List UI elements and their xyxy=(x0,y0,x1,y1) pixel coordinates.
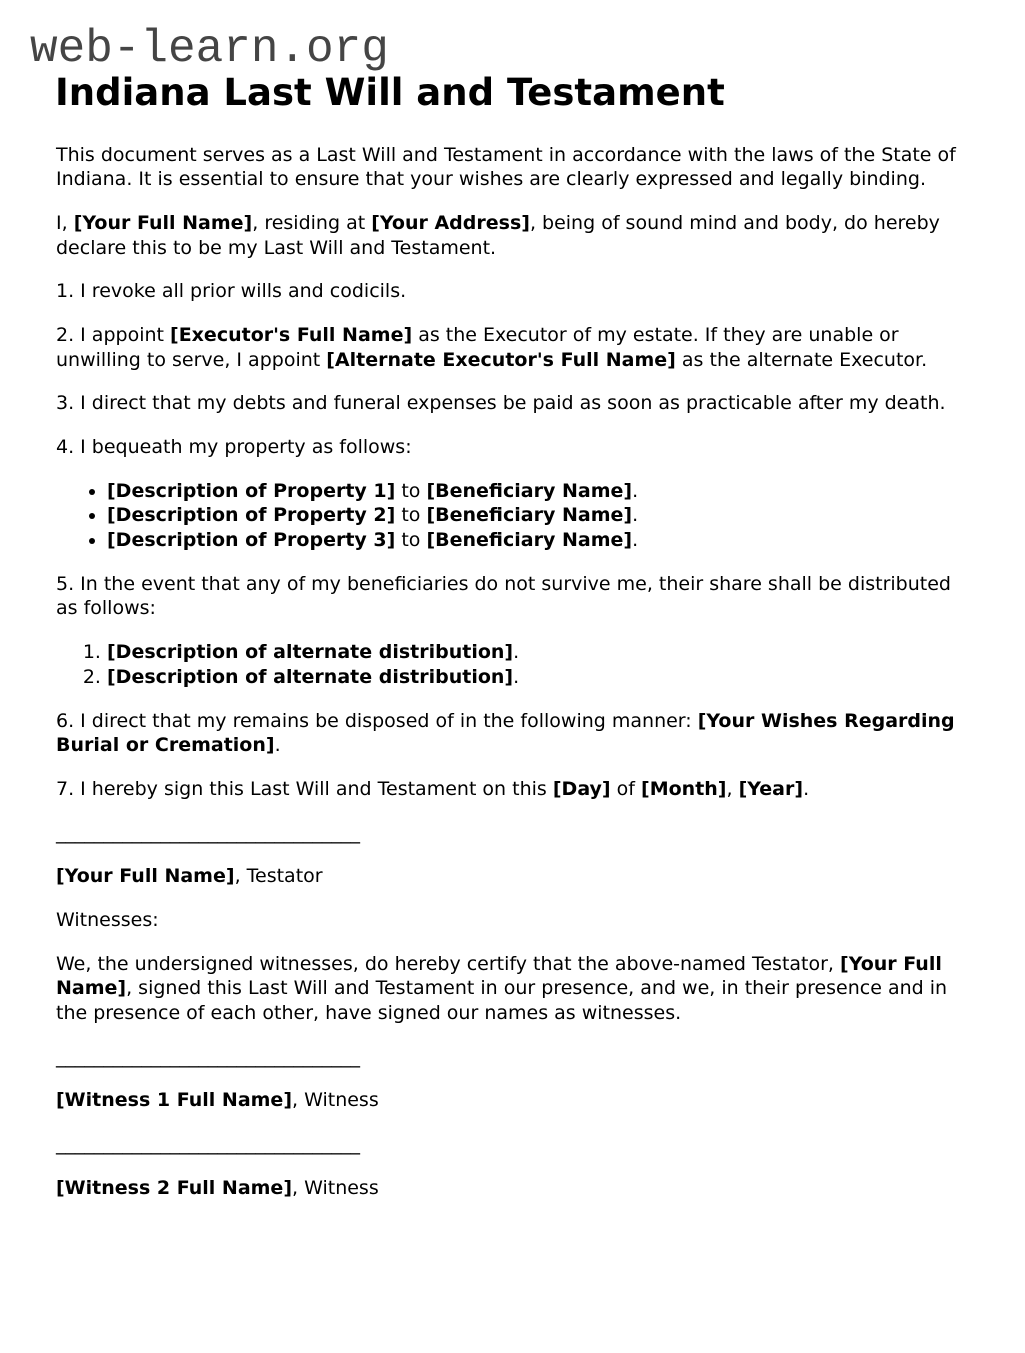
testator-name-line xyxy=(56,864,968,889)
text-segment: . xyxy=(803,777,810,800)
text-segment: as the Executor of my estate. If they are unable or unwilling to serve, I appoint xyxy=(56,323,899,371)
placeholder-day: [Day] xyxy=(552,777,611,800)
alternate-distribution-item xyxy=(107,665,968,690)
bequest-item xyxy=(107,479,968,504)
attestation-paragraph xyxy=(56,952,968,1026)
witness-2-name-line xyxy=(56,1176,968,1201)
text-segment: . xyxy=(632,479,639,502)
text-segment: , Witness xyxy=(292,1176,379,1199)
placeholder-your-full-name: [Your Full Name] xyxy=(56,952,942,1000)
alternate-distribution-item xyxy=(107,640,968,665)
placeholder-alternate-distribution: [Description of alternate distribution] xyxy=(107,641,514,664)
placeholder-alternate-executor-name: [Alternate Executor's Full Name] xyxy=(326,348,676,371)
text-segment: , Testator xyxy=(234,865,323,888)
text-segment: . xyxy=(632,504,639,527)
text-segment: I, xyxy=(56,211,74,234)
clause-2-executor xyxy=(56,323,968,372)
placeholder-beneficiary-name: [Beneficiary Name] xyxy=(426,529,633,552)
placeholder-beneficiary-name: [Beneficiary Name] xyxy=(426,504,633,527)
text-segment: to xyxy=(395,529,427,552)
signature-line-witness-1: ________________________________ xyxy=(56,1045,360,1068)
text-segment: , signed this Last Will and Testament in our presence, and we, in their presence and in the presence of each other, have signed our names as witnesses. xyxy=(56,977,948,1025)
clause-5-survivorship: 5. In the event that any of my beneficiaries do not survive me, their share shall be distributed as follows: xyxy=(56,572,951,620)
page xyxy=(0,23,1025,1353)
page-title: Indiana Last Will and Testament xyxy=(55,71,725,114)
text-segment: 7. I hereby sign this Last Will and Testament on this xyxy=(56,777,553,800)
clause-4-bequests-intro: 4. I bequeath my property as follows: xyxy=(56,436,412,459)
text-segment: . xyxy=(632,529,639,552)
witness-1-name-line xyxy=(56,1088,968,1113)
bequest-list xyxy=(56,479,968,553)
placeholder-witness-1-name: [Witness 1 Full Name] xyxy=(56,1089,293,1112)
placeholder-your-address: [Your Address] xyxy=(371,211,530,234)
text-segment: to xyxy=(395,504,427,527)
placeholder-property-description: [Description of Property 1] xyxy=(107,479,396,502)
text-segment: 2. I appoint xyxy=(56,323,171,346)
text-segment: . xyxy=(513,641,520,664)
alternate-distribution-list xyxy=(56,640,968,689)
text-segment: , residing at xyxy=(252,211,372,234)
signature-line-witness-2: ________________________________ xyxy=(56,1133,360,1156)
placeholder-beneficiary-name: [Beneficiary Name] xyxy=(426,479,633,502)
clause-7-signing xyxy=(56,777,968,802)
placeholder-year: [Year] xyxy=(738,777,804,800)
text-segment: , being of sound mind and body, do hereby declare this to be my Last Will and Testament. xyxy=(56,211,940,259)
text-segment: We, the undersigned witnesses, do hereby certify that the above-named Testator, xyxy=(56,952,841,975)
text-segment: 6. I direct that my remains be disposed of in the following manner: xyxy=(56,709,698,732)
bequest-item xyxy=(107,528,968,553)
bequest-item xyxy=(107,503,968,528)
will-document xyxy=(56,143,968,1201)
clause-3-debts: 3. I direct that my debts and funeral expenses be paid as soon as practicable after my death. xyxy=(56,392,946,415)
declaration-paragraph xyxy=(56,211,968,260)
placeholder-property-description: [Description of Property 3] xyxy=(107,529,396,552)
intro-paragraph: This document serves as a Last Will and Testament in accordance with the laws of the State of Indiana. It is essential to ensure that your wishes are clearly expressed and legally binding. xyxy=(56,143,956,191)
text-segment: . xyxy=(274,734,281,757)
placeholder-property-description: [Description of Property 2] xyxy=(107,504,396,527)
text-segment: to xyxy=(395,479,427,502)
placeholder-month: [Month] xyxy=(641,777,727,800)
text-segment: . xyxy=(513,665,520,688)
clause-6-remains xyxy=(56,709,968,758)
clause-1-revocation: 1. I revoke all prior wills and codicils. xyxy=(56,280,407,303)
witnesses-label: Witnesses: xyxy=(56,908,159,931)
placeholder-your-full-name: [Your Full Name] xyxy=(56,865,235,888)
signature-line-testator: ________________________________ xyxy=(56,821,360,844)
text-segment: of xyxy=(610,777,642,800)
placeholder-burial-wishes: [Your Wishes Regarding Burial or Cremation] xyxy=(56,709,955,757)
placeholder-witness-2-name: [Witness 2 Full Name] xyxy=(56,1176,293,1199)
placeholder-alternate-distribution: [Description of alternate distribution] xyxy=(107,665,514,688)
text-segment: as the alternate Executor. xyxy=(675,348,928,371)
site-logo: web-learn.org xyxy=(30,23,389,75)
placeholder-your-full-name: [Your Full Name] xyxy=(73,211,253,234)
placeholder-executor-name: [Executor's Full Name] xyxy=(170,323,413,346)
text-segment: , Witness xyxy=(292,1089,379,1112)
text-segment: , xyxy=(726,777,739,800)
